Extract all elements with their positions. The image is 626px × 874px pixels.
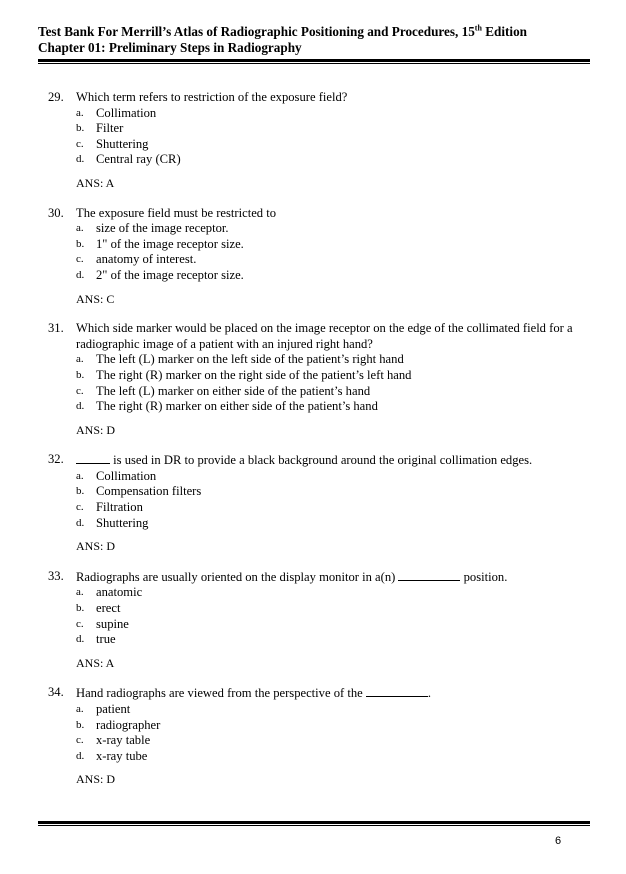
question-stem: is used in DR to provide a black background around the original collimation edges. bbox=[76, 452, 586, 469]
choice-a: a. anatomic bbox=[76, 585, 143, 600]
question-34 bbox=[0, 685, 626, 788]
answer-key: ANS: A bbox=[76, 655, 115, 670]
choice-c: c. supine bbox=[76, 616, 129, 631]
question-31 bbox=[0, 321, 626, 438]
choice-a: a. Collimation bbox=[76, 105, 157, 120]
question-number: 34. bbox=[48, 685, 64, 700]
question-number: 32. bbox=[48, 452, 64, 467]
question-number: 29. bbox=[48, 90, 64, 104]
header-rule-thick bbox=[38, 59, 590, 62]
choice-d: d. x-ray tube bbox=[76, 748, 148, 763]
choice-a: a. Collimation bbox=[76, 468, 157, 483]
question-list bbox=[0, 90, 626, 788]
choice-d: d. Central ray (CR) bbox=[76, 152, 181, 167]
answer-key: ANS: C bbox=[76, 291, 115, 306]
question-33 bbox=[0, 569, 626, 672]
chapter-title: Chapter 01: Preliminary Steps in Radiography bbox=[38, 40, 302, 55]
question-number: 33. bbox=[48, 568, 64, 583]
question-32 bbox=[0, 452, 626, 555]
answer-key: ANS: D bbox=[76, 539, 116, 554]
choice-list bbox=[0, 352, 626, 414]
footer-rule-thin bbox=[38, 825, 590, 826]
answer-key: ANS: A bbox=[76, 175, 115, 190]
question-number: 30. bbox=[48, 205, 64, 220]
choice-b: b. radiographer bbox=[76, 717, 161, 732]
book-title: Test Bank For Merrill’s Atlas of Radiographic Positioning and Procedures, 15th Edition bbox=[38, 23, 527, 39]
choice-b: b. The right (R) marker on the right side of the patient’s left hand bbox=[76, 367, 412, 382]
answer-key: ANS: D bbox=[76, 422, 116, 437]
question-stem: The exposure field must be restricted to bbox=[76, 205, 277, 220]
question-29 bbox=[0, 90, 626, 192]
choice-c: c. x-ray table bbox=[76, 733, 151, 748]
question-number: 31. bbox=[48, 321, 64, 336]
choice-b: b. erect bbox=[76, 601, 121, 616]
choice-list bbox=[0, 702, 626, 764]
fill-in-blank bbox=[398, 569, 460, 581]
choice-c: c. Filtration bbox=[76, 500, 143, 515]
fill-in-blank bbox=[366, 685, 428, 697]
page-number: 6 bbox=[555, 835, 562, 847]
choice-b: b. 1" of the image receptor size. bbox=[76, 236, 244, 251]
choice-d: d. The right (R) marker on either side of the patient’s hand bbox=[76, 399, 378, 414]
choice-d: d. 2" of the image receptor size. bbox=[76, 267, 244, 282]
choice-b: b. Filter bbox=[76, 121, 124, 136]
choice-a: a. The left (L) marker on the left side of the patient’s right hand bbox=[76, 352, 404, 367]
choice-list bbox=[0, 221, 626, 283]
choice-d: d. true bbox=[76, 632, 116, 647]
question-stem: Which side marker would be placed on the image receptor on the edge of the collimated field for a radiographic image of a patient with an injured right hand? bbox=[76, 321, 573, 351]
answer-key: ANS: D bbox=[76, 772, 116, 787]
choice-list bbox=[0, 106, 626, 168]
choice-a: a. size of the image receptor. bbox=[76, 221, 229, 236]
question-stem: Hand radiographs are viewed from the perspective of the . bbox=[76, 686, 432, 701]
choice-c: c. The left (L) marker on either side of the patient’s hand bbox=[76, 383, 371, 398]
fill-in-blank bbox=[76, 452, 110, 464]
choice-a: a. patient bbox=[76, 702, 131, 716]
choice-list bbox=[0, 469, 626, 531]
question-stem: Which term refers to restriction of the exposure field? bbox=[76, 90, 348, 104]
choice-b: b. Compensation filters bbox=[76, 484, 202, 499]
choice-list bbox=[0, 585, 626, 647]
header-rule-thin bbox=[38, 63, 590, 64]
question-30 bbox=[0, 206, 626, 308]
choice-c: c. anatomy of interest. bbox=[76, 252, 197, 267]
document-header bbox=[38, 24, 590, 56]
question-stem: Radiographs are usually oriented on the display monitor in a(n) position. bbox=[76, 569, 508, 584]
choice-d: d. Shuttering bbox=[76, 515, 149, 530]
footer-rule-thick bbox=[38, 821, 590, 824]
choice-c: c. Shuttering bbox=[76, 136, 149, 151]
